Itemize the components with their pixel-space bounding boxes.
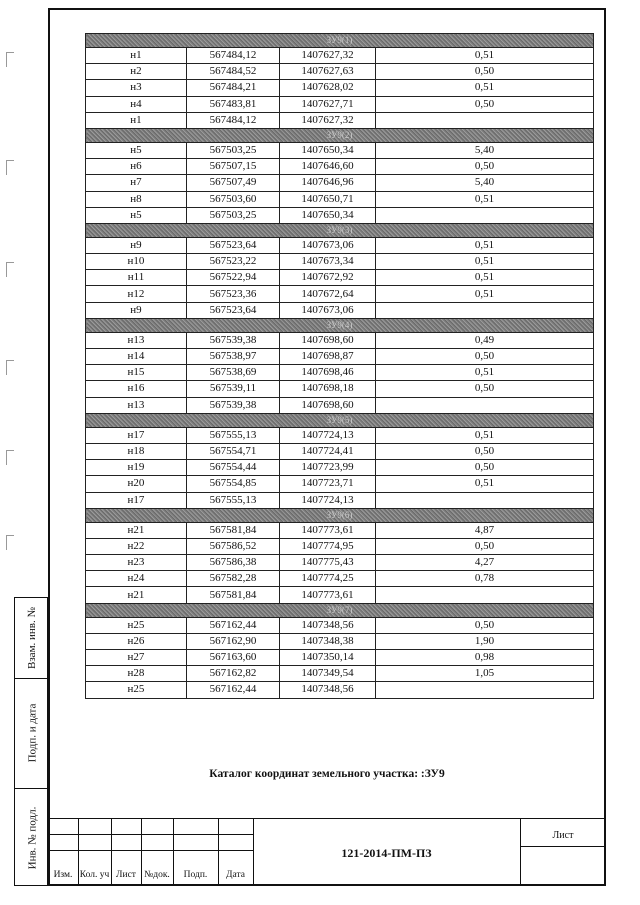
- table-row: [86, 492, 594, 508]
- section-header-row: [86, 413, 594, 427]
- y-coordinate: 1407672,92: [280, 270, 376, 286]
- side-inv-zam: Взам. инв. №: [26, 607, 38, 669]
- point-name: н5: [86, 207, 187, 223]
- table-row: [86, 427, 594, 443]
- y-coordinate: 1407774,95: [280, 538, 376, 554]
- y-coordinate: 1407724,41: [280, 443, 376, 459]
- section-header-row: [86, 223, 594, 237]
- y-coordinate: 1407672,64: [280, 286, 376, 302]
- point-name: н19: [86, 460, 187, 476]
- section-header-row: [86, 34, 594, 48]
- distance: 0,51: [376, 237, 594, 253]
- point-name: н11: [86, 270, 187, 286]
- title-block: [48, 818, 606, 886]
- x-coordinate: 567162,82: [187, 666, 280, 682]
- point-name: н17: [86, 492, 187, 508]
- table-row: [86, 96, 594, 112]
- y-coordinate: 1407773,61: [280, 522, 376, 538]
- y-coordinate: 1407698,18: [280, 381, 376, 397]
- section-header: ЗУ9(2): [86, 128, 594, 142]
- document-code: 121-2014-ПМ-ПЗ: [341, 846, 432, 860]
- distance: 0,51: [376, 286, 594, 302]
- side-inv-podl: Инв. № подл.: [26, 806, 38, 869]
- point-name: н13: [86, 397, 187, 413]
- x-coordinate: 567162,44: [187, 617, 280, 633]
- x-coordinate: 567162,44: [187, 682, 280, 698]
- distance: 0,51: [376, 254, 594, 270]
- stamp-line: [520, 846, 606, 847]
- x-coordinate: 567554,71: [187, 443, 280, 459]
- y-coordinate: 1407627,32: [280, 112, 376, 128]
- x-coordinate: 567538,69: [187, 365, 280, 381]
- point-name: н7: [86, 175, 187, 191]
- distance: 5,40: [376, 175, 594, 191]
- distance: 0,78: [376, 571, 594, 587]
- x-coordinate: 567539,11: [187, 381, 280, 397]
- x-coordinate: 567523,36: [187, 286, 280, 302]
- distance: [376, 207, 594, 223]
- x-coordinate: 567484,52: [187, 64, 280, 80]
- point-name: н24: [86, 571, 187, 587]
- y-coordinate: 1407628,02: [280, 80, 376, 96]
- distance: [376, 587, 594, 603]
- point-name: н6: [86, 159, 187, 175]
- table-row: [86, 460, 594, 476]
- stamp-ndok: №док.: [144, 870, 170, 880]
- table-row: [86, 286, 594, 302]
- point-name: н8: [86, 191, 187, 207]
- point-name: н4: [86, 96, 187, 112]
- point-name: н27: [86, 650, 187, 666]
- x-coordinate: 567484,12: [187, 112, 280, 128]
- table-caption: Каталог координат земельного участка: :ЗУ9: [209, 768, 445, 780]
- table-row: [86, 476, 594, 492]
- x-coordinate: 567503,60: [187, 191, 280, 207]
- margin-mark: [6, 160, 14, 175]
- distance: 4,87: [376, 522, 594, 538]
- x-coordinate: 567507,49: [187, 175, 280, 191]
- point-name: н18: [86, 443, 187, 459]
- distance: 0,50: [376, 96, 594, 112]
- distance: 1,90: [376, 633, 594, 649]
- sheet-label: Лист: [552, 830, 574, 841]
- y-coordinate: 1407673,34: [280, 254, 376, 270]
- distance: 5,40: [376, 142, 594, 158]
- point-name: н14: [86, 349, 187, 365]
- stamp-data: Дата: [226, 870, 245, 880]
- section-header: ЗУ9(6): [86, 508, 594, 522]
- distance: 0,50: [376, 538, 594, 554]
- distance: 0,51: [376, 365, 594, 381]
- point-name: н13: [86, 332, 187, 348]
- table-row: [86, 650, 594, 666]
- distance: 0,51: [376, 476, 594, 492]
- point-name: н21: [86, 587, 187, 603]
- table-row: [86, 522, 594, 538]
- table-row: [86, 191, 594, 207]
- stamp-line: [48, 818, 606, 819]
- y-coordinate: 1407698,46: [280, 365, 376, 381]
- table-row: [86, 254, 594, 270]
- point-name: н9: [86, 237, 187, 253]
- x-coordinate: 567554,85: [187, 476, 280, 492]
- table-row: [86, 237, 594, 253]
- table-row: [86, 571, 594, 587]
- y-coordinate: 1407724,13: [280, 492, 376, 508]
- distance: 0,49: [376, 332, 594, 348]
- x-coordinate: 567507,15: [187, 159, 280, 175]
- y-coordinate: 1407627,71: [280, 96, 376, 112]
- x-coordinate: 567483,81: [187, 96, 280, 112]
- y-coordinate: 1407650,34: [280, 207, 376, 223]
- y-coordinate: 1407627,63: [280, 64, 376, 80]
- margin-mark: [6, 535, 14, 550]
- x-coordinate: 567581,84: [187, 522, 280, 538]
- y-coordinate: 1407646,96: [280, 175, 376, 191]
- table-row: [86, 587, 594, 603]
- point-name: н20: [86, 476, 187, 492]
- y-coordinate: 1407646,60: [280, 159, 376, 175]
- point-name: н5: [86, 142, 187, 158]
- margin-mark: [6, 262, 14, 277]
- point-name: н28: [86, 666, 187, 682]
- point-name: н1: [86, 48, 187, 64]
- section-header-row: [86, 318, 594, 332]
- x-coordinate: 567539,38: [187, 332, 280, 348]
- y-coordinate: 1407723,71: [280, 476, 376, 492]
- y-coordinate: 1407348,56: [280, 682, 376, 698]
- y-coordinate: 1407698,60: [280, 332, 376, 348]
- side-podp-data: Подп. и дата: [26, 703, 39, 763]
- distance: 0,51: [376, 270, 594, 286]
- section-header: ЗУ9(7): [86, 603, 594, 617]
- point-name: н17: [86, 427, 187, 443]
- y-coordinate: 1407775,43: [280, 555, 376, 571]
- section-header-row: [86, 603, 594, 617]
- margin-mark: [6, 360, 14, 375]
- table-row: [86, 381, 594, 397]
- distance: 0,50: [376, 381, 594, 397]
- side-stamp: [14, 597, 48, 886]
- table-row: [86, 80, 594, 96]
- distance: 0,50: [376, 460, 594, 476]
- x-coordinate: 567522,94: [187, 270, 280, 286]
- distance: 4,27: [376, 555, 594, 571]
- x-coordinate: 567523,64: [187, 237, 280, 253]
- margin-mark: [6, 52, 14, 67]
- x-coordinate: 567555,13: [187, 492, 280, 508]
- table-row: [86, 633, 594, 649]
- table-row: [86, 397, 594, 413]
- y-coordinate: 1407650,34: [280, 142, 376, 158]
- section-header: ЗУ9(4): [86, 318, 594, 332]
- x-coordinate: 567586,52: [187, 538, 280, 554]
- y-coordinate: 1407774,25: [280, 571, 376, 587]
- x-coordinate: 567523,64: [187, 302, 280, 318]
- y-coordinate: 1407698,87: [280, 349, 376, 365]
- point-name: н10: [86, 254, 187, 270]
- section-header: ЗУ9(3): [86, 223, 594, 237]
- section-header: ЗУ9(5): [86, 413, 594, 427]
- point-name: н9: [86, 302, 187, 318]
- table-row: [86, 349, 594, 365]
- stamp-izm: Изм.: [53, 870, 73, 880]
- y-coordinate: 1407348,56: [280, 617, 376, 633]
- y-coordinate: 1407724,13: [280, 427, 376, 443]
- y-coordinate: 1407773,61: [280, 587, 376, 603]
- table-row: [86, 332, 594, 348]
- x-coordinate: 567484,21: [187, 80, 280, 96]
- x-coordinate: 567538,97: [187, 349, 280, 365]
- point-name: н15: [86, 365, 187, 381]
- x-coordinate: 567503,25: [187, 207, 280, 223]
- table-row: [86, 159, 594, 175]
- stamp-line: [520, 818, 521, 886]
- coordinates-table: [85, 33, 594, 699]
- table-row: [86, 538, 594, 554]
- distance: 0,51: [376, 80, 594, 96]
- x-coordinate: 567554,44: [187, 460, 280, 476]
- y-coordinate: 1407348,38: [280, 633, 376, 649]
- point-name: н1: [86, 112, 187, 128]
- stamp-podp: Подп.: [183, 870, 208, 880]
- x-coordinate: 567582,28: [187, 571, 280, 587]
- distance: 1,05: [376, 666, 594, 682]
- point-name: н16: [86, 381, 187, 397]
- table-row: [86, 666, 594, 682]
- y-coordinate: 1407723,99: [280, 460, 376, 476]
- margin-mark: [6, 450, 14, 465]
- point-name: н3: [86, 80, 187, 96]
- section-header-row: [86, 508, 594, 522]
- y-coordinate: 1407698,60: [280, 397, 376, 413]
- distance: 0,50: [376, 617, 594, 633]
- table-row: [86, 617, 594, 633]
- x-coordinate: 567162,90: [187, 633, 280, 649]
- table-row: [86, 48, 594, 64]
- distance: [376, 302, 594, 318]
- distance: 0,51: [376, 427, 594, 443]
- distance: [376, 112, 594, 128]
- table-row: [86, 365, 594, 381]
- distance: [376, 682, 594, 698]
- point-name: н21: [86, 522, 187, 538]
- y-coordinate: 1407650,71: [280, 191, 376, 207]
- point-name: н26: [86, 633, 187, 649]
- distance: [376, 397, 594, 413]
- table-row: [86, 112, 594, 128]
- distance: 0,51: [376, 48, 594, 64]
- point-name: н2: [86, 64, 187, 80]
- distance: 0,50: [376, 443, 594, 459]
- x-coordinate: 567503,25: [187, 142, 280, 158]
- x-coordinate: 567586,38: [187, 555, 280, 571]
- point-name: н12: [86, 286, 187, 302]
- y-coordinate: 1407673,06: [280, 302, 376, 318]
- table-row: [86, 64, 594, 80]
- y-coordinate: 1407673,06: [280, 237, 376, 253]
- distance: 0,50: [376, 159, 594, 175]
- x-coordinate: 567484,12: [187, 48, 280, 64]
- table-row: [86, 682, 594, 698]
- y-coordinate: 1407627,32: [280, 48, 376, 64]
- section-header: ЗУ9(1): [86, 34, 594, 48]
- table-row: [86, 142, 594, 158]
- x-coordinate: 567555,13: [187, 427, 280, 443]
- y-coordinate: 1407349,54: [280, 666, 376, 682]
- table-row: [86, 443, 594, 459]
- section-header-row: [86, 128, 594, 142]
- x-coordinate: 567163,60: [187, 650, 280, 666]
- distance: [376, 492, 594, 508]
- y-coordinate: 1407350,14: [280, 650, 376, 666]
- distance: 0,98: [376, 650, 594, 666]
- stamp-list: Лист: [116, 870, 136, 880]
- table-row: [86, 555, 594, 571]
- table-row: [86, 270, 594, 286]
- x-coordinate: 567581,84: [187, 587, 280, 603]
- point-name: н22: [86, 538, 187, 554]
- stamp-kol-uch: Кол. уч: [79, 870, 110, 880]
- table-row: [86, 207, 594, 223]
- distance: 0,50: [376, 349, 594, 365]
- point-name: н25: [86, 682, 187, 698]
- table-row: [86, 175, 594, 191]
- point-name: н25: [86, 617, 187, 633]
- table-row: [86, 302, 594, 318]
- x-coordinate: 567523,22: [187, 254, 280, 270]
- point-name: н23: [86, 555, 187, 571]
- x-coordinate: 567539,38: [187, 397, 280, 413]
- distance: 0,51: [376, 191, 594, 207]
- distance: 0,50: [376, 64, 594, 80]
